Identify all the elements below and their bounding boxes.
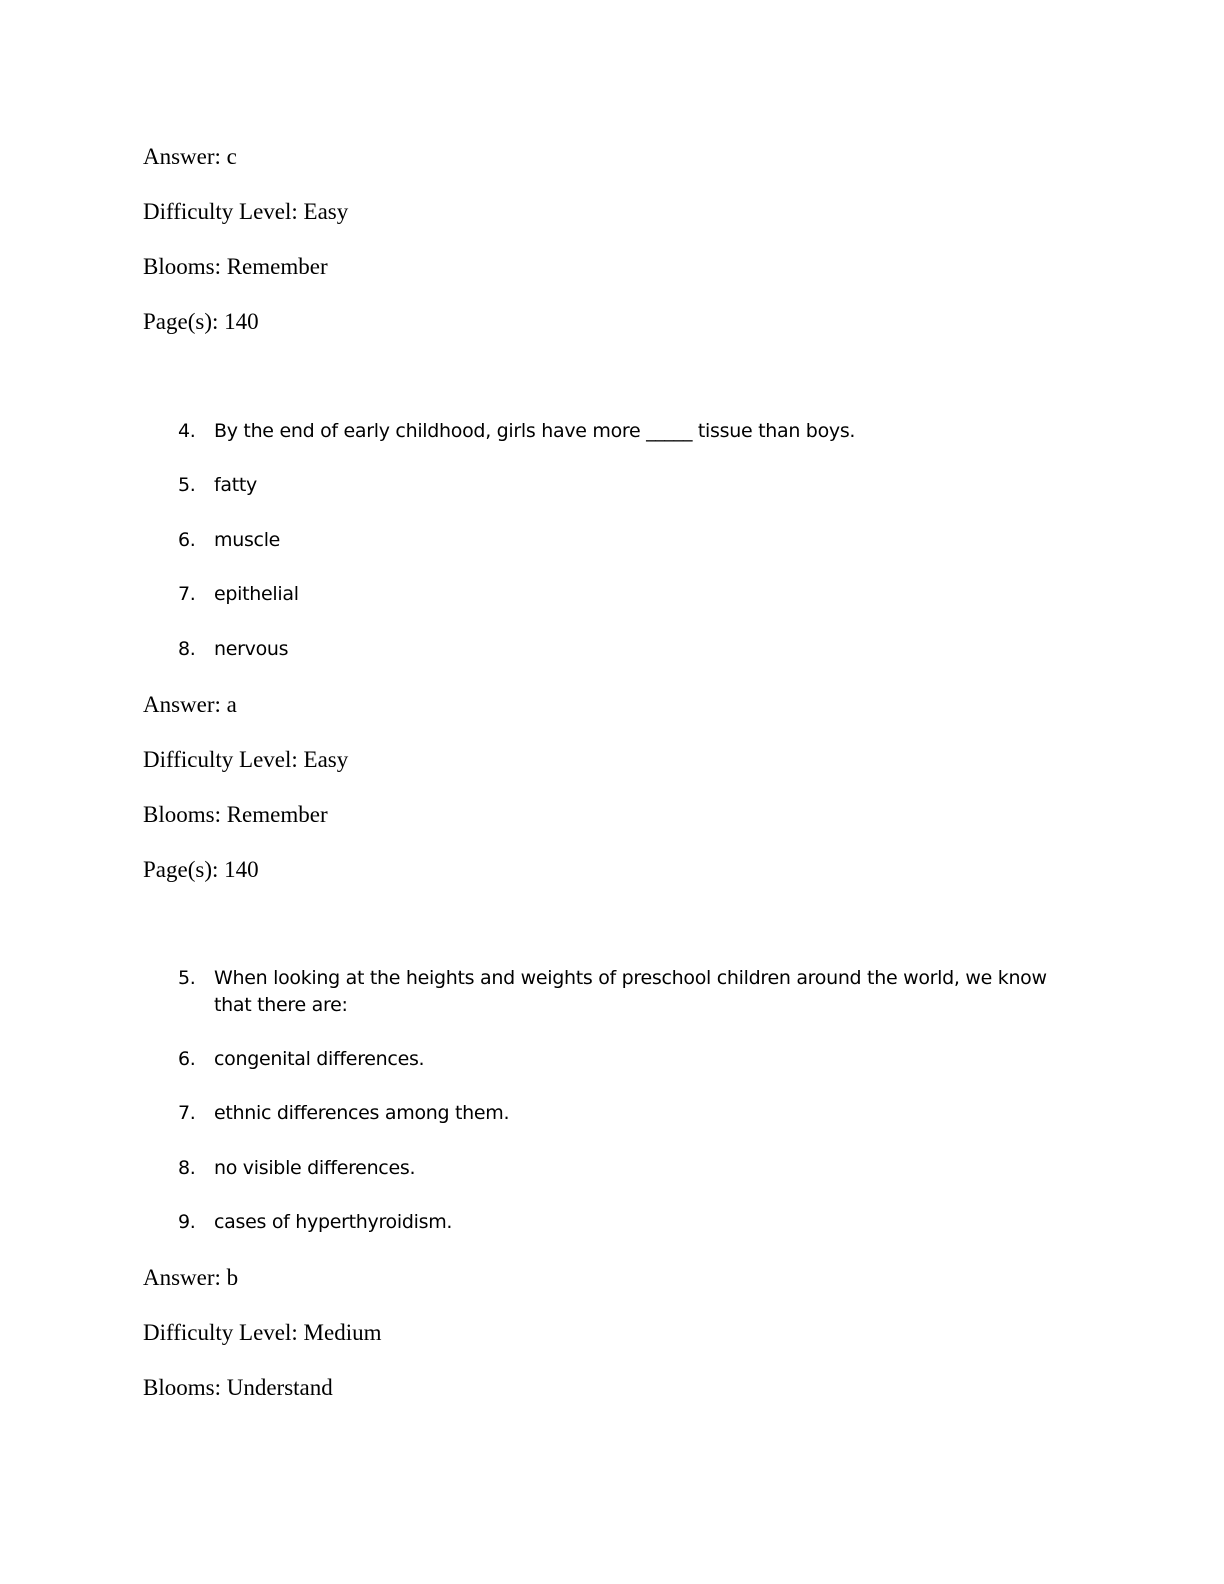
list-number: 7. [178, 1102, 196, 1124]
difficulty-line: Difficulty Level: Easy [143, 199, 349, 224]
pages-line: Page(s): 140 [143, 309, 259, 334]
difficulty-line: Difficulty Level: Easy [143, 747, 349, 772]
answer-option [178, 472, 1078, 499]
answer-line: Answer: b [143, 1265, 239, 1290]
question-text: When looking at the heights and weights of preschool children around the world, we know that there are: [214, 967, 1047, 1016]
list-number: 6. [178, 1048, 196, 1070]
question-text: By the end of early childhood, girls have more _____ tissue than boys. [214, 420, 856, 442]
list-number: 4. [178, 420, 196, 442]
list-number: 8. [178, 638, 196, 660]
option-text: cases of hyperthyroidism. [214, 1211, 453, 1233]
blooms-line: Blooms: Remember [143, 802, 328, 827]
list-number: 9. [178, 1211, 196, 1233]
option-text: fatty [214, 474, 257, 496]
list-number: 7. [178, 583, 196, 605]
answer-option [178, 1209, 1078, 1236]
answer-option [178, 527, 1078, 554]
answer-option [178, 1046, 1078, 1073]
pages-line: Page(s): 140 [143, 857, 259, 882]
difficulty-line: Difficulty Level: Medium [143, 1320, 382, 1345]
list-number: 5. [178, 967, 196, 989]
list-number: 8. [178, 1157, 196, 1179]
list-number: 6. [178, 529, 196, 551]
option-text: muscle [214, 529, 281, 551]
blooms-line: Blooms: Remember [143, 254, 328, 279]
answer-line: Answer: a [143, 692, 237, 717]
question-stem [178, 965, 1078, 1019]
option-text: nervous [214, 638, 289, 660]
option-text: ethnic differences among them. [214, 1102, 510, 1124]
list-number: 5. [178, 474, 196, 496]
answer-option [178, 1155, 1078, 1182]
option-text: no visible differences. [214, 1157, 416, 1179]
option-text: congenital differences. [214, 1048, 425, 1070]
blooms-line: Blooms: Understand [143, 1375, 333, 1400]
answer-option [178, 581, 1078, 608]
answer-option [178, 1100, 1078, 1127]
answer-line: Answer: c [143, 144, 237, 169]
question-stem [178, 418, 1078, 445]
answer-option [178, 636, 1078, 663]
option-text: epithelial [214, 583, 299, 605]
